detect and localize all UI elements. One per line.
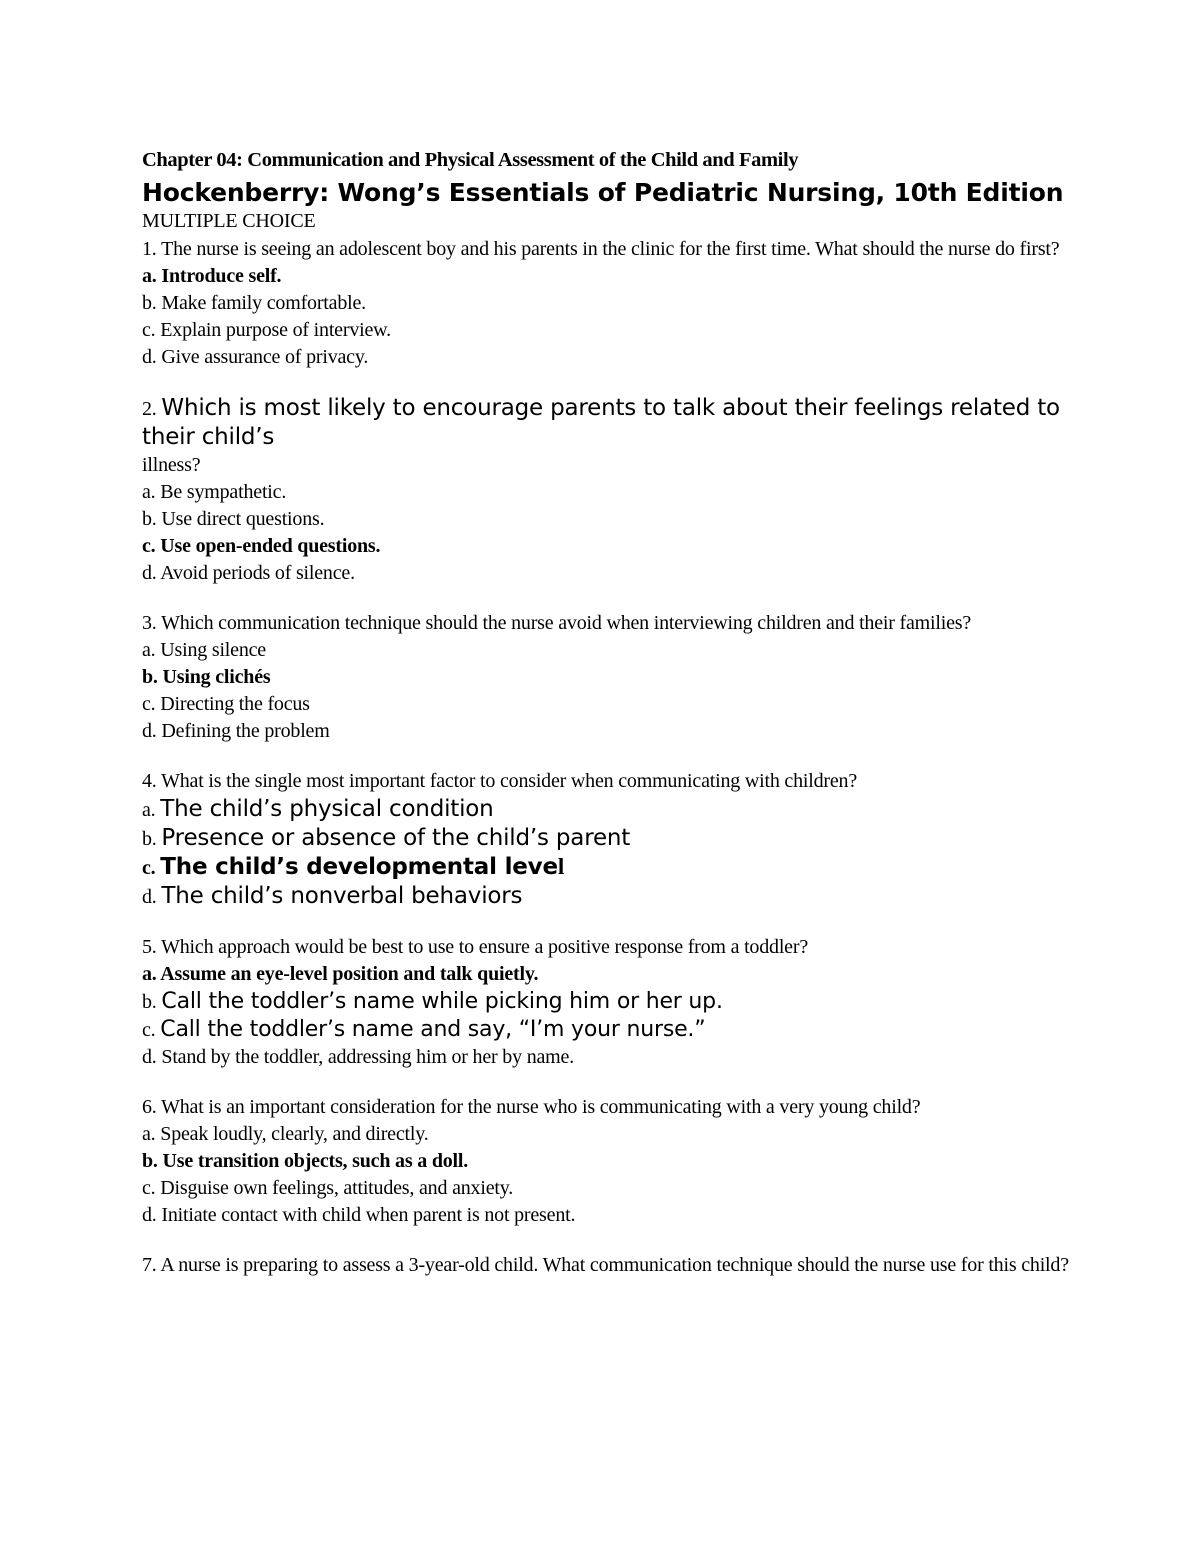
option-b: b. Use direct questions.	[142, 508, 325, 530]
question-4	[142, 768, 1072, 911]
option-text: Presence or absence of the child’s parent	[161, 825, 631, 851]
option-a: a. Assume an eye-level position and talk quietly.	[142, 963, 539, 985]
option-text: The child’s developmental leve	[160, 854, 558, 880]
option-a: a. Using silence	[142, 639, 266, 661]
option-c: c. Use open-ended questions.	[142, 535, 381, 557]
option-a: a. Introduce self.	[142, 265, 282, 287]
chapter-heading: Chapter 04: Communication and Physical Assessment of the Child and Family	[142, 149, 799, 171]
question-stem: The nurse is seeing an adolescent boy and his parents in the clinic for the first time. What should the nurse do first?	[161, 238, 1060, 260]
option-a: a. Be sympathetic.	[142, 481, 287, 503]
question-number: 3.	[142, 612, 157, 634]
question-5	[142, 934, 1072, 1071]
option-d: d. Initiate contact with child when parent is not present.	[142, 1204, 576, 1226]
option-text: The child’s physical condition	[160, 796, 494, 822]
question-stem: Which is most likely to encourage parents to talk about their feelings related to their child’s	[142, 395, 1060, 450]
option-letter: b.	[142, 828, 157, 850]
question-stem: What is the single most important factor to consider when communicating with children?	[161, 770, 858, 792]
option-text: Call the toddler’s name and say, “I’m your nurse.”	[160, 1017, 706, 1042]
question-1	[142, 236, 1072, 371]
question-number: 6.	[142, 1096, 157, 1118]
option-c	[142, 1016, 1072, 1044]
question-6	[142, 1094, 1072, 1229]
option-d: d. Give assurance of privacy.	[142, 346, 369, 368]
page-content	[142, 140, 1072, 1279]
option-d: d. Stand by the toddler, addressing him or her by name.	[142, 1046, 574, 1068]
question-number: 4.	[142, 770, 157, 792]
question-stem: A nurse is preparing to assess a 3-year-old child. What communication technique should the nurse use for this child?	[160, 1254, 1069, 1276]
option-b: b. Make family comfortable.	[142, 292, 366, 314]
question-number: 7.	[142, 1254, 157, 1276]
question-7	[142, 1252, 1072, 1279]
option-letter: d.	[142, 886, 157, 908]
question-number: 1.	[142, 238, 157, 260]
option-d: d. Avoid periods of silence.	[142, 562, 355, 584]
option-a: a. Speak loudly, clearly, and directly.	[142, 1123, 429, 1145]
question-number: 5.	[142, 936, 157, 958]
option-letter: b.	[142, 991, 157, 1013]
option-a	[142, 795, 1072, 824]
option-d: d. Defining the problem	[142, 720, 330, 742]
section-label: MULTIPLE CHOICE	[142, 210, 316, 232]
book-title: Hockenberry: Wong’s Essentials of Pediatric Nursing, 10th Edition	[142, 178, 1064, 207]
question-number: 2.	[142, 398, 157, 420]
option-text-tail: l	[557, 854, 565, 879]
question-2	[142, 394, 1072, 587]
question-3	[142, 610, 1072, 745]
option-c	[142, 853, 1072, 882]
option-c: c. Disguise own feelings, attitudes, and anxiety.	[142, 1177, 514, 1199]
option-text: Call the toddler’s name while picking him or her up.	[161, 989, 723, 1014]
option-d	[142, 882, 1072, 911]
option-b: b. Use transition objects, such as a doll.	[142, 1150, 469, 1172]
option-c: c. Directing the focus	[142, 693, 310, 715]
option-b	[142, 824, 1072, 853]
question-stem: Which communication technique should the nurse avoid when interviewing children and their families?	[161, 612, 972, 634]
option-text: The child’s nonverbal behaviors	[161, 883, 523, 909]
option-c: c. Explain purpose of interview.	[142, 319, 391, 341]
question-stem: What is an important consideration for the nurse who is communicating with a very young child?	[161, 1096, 921, 1118]
question-stem: Which approach would be best to use to ensure a positive response from a toddler?	[161, 936, 808, 958]
option-b: b. Using clichés	[142, 666, 271, 688]
question-stem-tail: illness?	[142, 454, 201, 476]
option-letter: a.	[142, 799, 156, 821]
option-b	[142, 988, 1072, 1016]
option-letter: c.	[142, 857, 156, 879]
option-letter: c.	[142, 1019, 156, 1041]
